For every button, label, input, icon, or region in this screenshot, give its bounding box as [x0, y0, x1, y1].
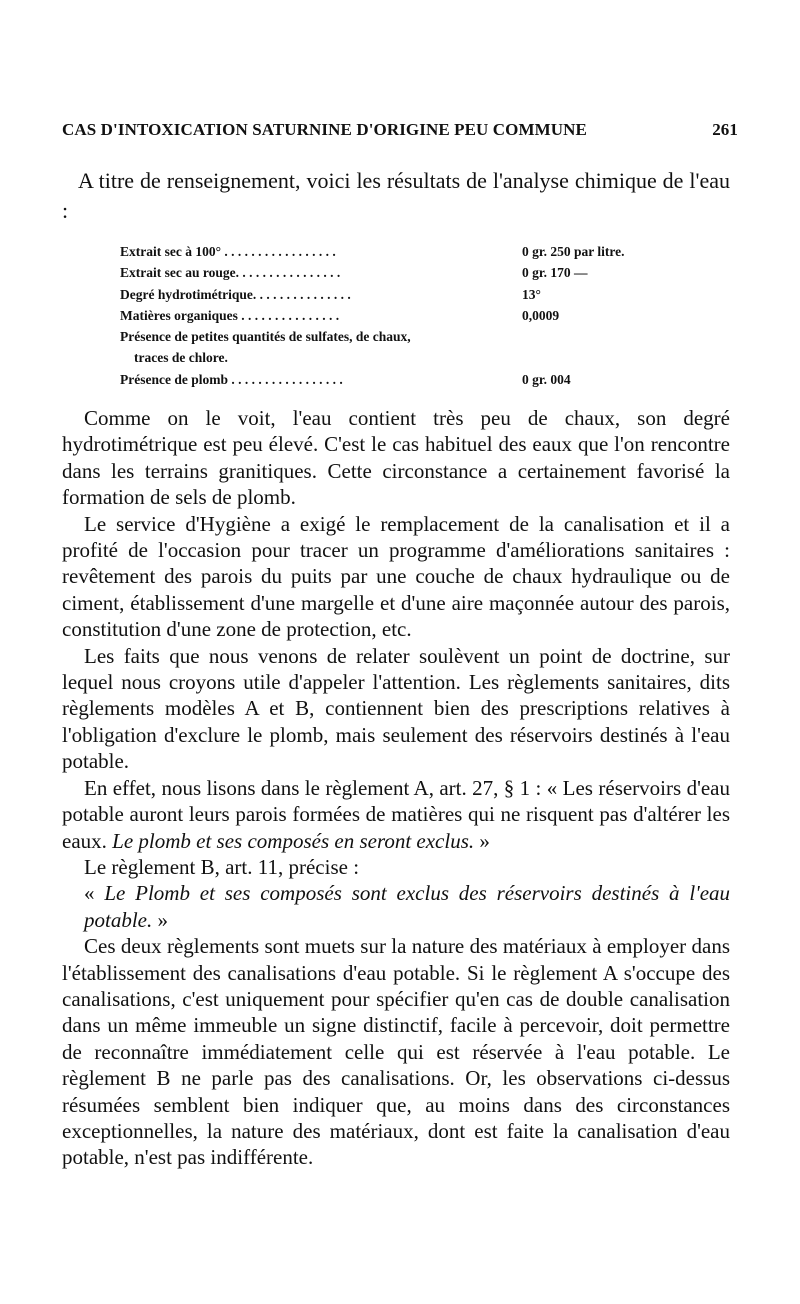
analysis-value: 0,0009 [522, 307, 560, 323]
analysis-label-multiline [120, 326, 522, 369]
analysis-value: 13° [522, 286, 541, 302]
analysis-row [120, 369, 680, 390]
paragraph-reglement-a [62, 775, 730, 854]
paragraph-doctrine: Les faits que nous venons de relater soulèvent un point de doctrine, sur lequel nous croyons utile d'appeler l'attention. Les règlements sanitaires, dits règlements modèles A et B, contiennent bien des prescriptions relatives à l'obligation d'exclure le plomb, mais seulement des réservoirs destinés à l'eau potable. [62, 643, 730, 774]
running-title: CAS D'INTOXICATION SATURNINE D'ORIGINE PEU COMMUNE [62, 120, 587, 139]
quote-close: » [157, 907, 168, 932]
water-analysis-table [120, 241, 680, 390]
analysis-value: 0 gr. 004 [522, 371, 571, 387]
paragraph-chaux: Comme on le voit, l'eau contient très peu de chaux, son degré hydrotimétrique est peu élevé. C'est le cas habituel des eaux que l'on rencontre dans les terrains granitiques. Cette circonstance a certainement favorisé la formation de sels de plomb. [62, 406, 730, 510]
analysis-label: Extrait sec au rouge. . . . . . . . . . . . . . . . [120, 265, 341, 281]
analysis-label: Degré hydrotimétrique. . . . . . . . . . . . . . . [120, 286, 351, 302]
paragraph-hygiene: Le service d'Hygiène a exigé le remplacement de la canalisation et il a profité de l'occasion pour tracer un programme d'améliorations sanitaires : revêtement des parois du puits par une couche de chaux hydraulique ou de ciment, établissement d'une margelle et d'une aire maçonnée autour des parois, constitution d'une zone de protection, etc. [62, 511, 730, 642]
analysis-value [522, 326, 680, 369]
analysis-label: Présence de plomb . . . . . . . . . . . . . . . . . [120, 371, 343, 387]
paragraph-canalisations: Ces deux règlements sont muets sur la nature des matériaux à employer dans l'établissement des canalisations d'eau potable. Si le règlement A s'occupe des canalisations, c'est uniquement pour spécifier qu'en cas de double canalisation dans un même immeuble un signe distinctif, facile à percevoir, doit permettre de reconnaître immédiatement celle qui est réservée à l'eau potable. Le règlement B ne parle pas des canalisations. Or, les observations ci-dessus résumées semblent bien indiquer que, au moins dans des circonstances exceptionnelles, la nature des matériaux, dont est faite la canalisation d'eau potable, n'est pas indifférente. [62, 934, 730, 1170]
analysis-label: Matières organiques . . . . . . . . . . . . . . . [120, 307, 340, 323]
analysis-row [120, 305, 680, 326]
reglement-b-quote-b: potable. [84, 907, 153, 932]
reglement-a-quote: Le plomb et ses composés en seront exclus. [112, 828, 475, 853]
paragraph-reglement-b-quote [62, 880, 730, 933]
reglement-b-quote-a: Le Plomb et ses composés sont exclus des réservoirs destinés à l'eau [104, 881, 731, 906]
analysis-value: 0 gr. 170 — [522, 265, 588, 281]
analysis-label: Extrait sec à 100° . . . . . . . . . . . . . . . . . [120, 244, 336, 259]
analysis-row [120, 262, 680, 283]
page-number: 261 [712, 120, 738, 139]
paragraph-reglement-b: Le règlement B, art. 11, précise : [84, 854, 360, 879]
quote-close: » [479, 828, 490, 853]
intro-paragraph: A titre de renseignement, voici les résultats de l'analyse chimique de l'eau : [62, 168, 730, 223]
reglement-a-text: En effet, nous lisons dans le règlement A, art. 27, § 1 : « Les réservoirs d'eau potable auront leurs parois formées de matières qui ne risquent pas d'altérer les eaux. [62, 775, 730, 853]
body-text [62, 405, 730, 1171]
running-header [62, 120, 738, 140]
quote-open: « [84, 881, 95, 906]
analysis-label: Présence de petites quantités de sulfates, de chaux, [120, 329, 411, 345]
analysis-row [120, 284, 680, 305]
analysis-label-continuation: traces de chlore. [134, 350, 228, 366]
analysis-row [120, 326, 680, 369]
analysis-row [120, 241, 680, 262]
analysis-value: 0 gr. 250 par litre. [522, 244, 625, 259]
